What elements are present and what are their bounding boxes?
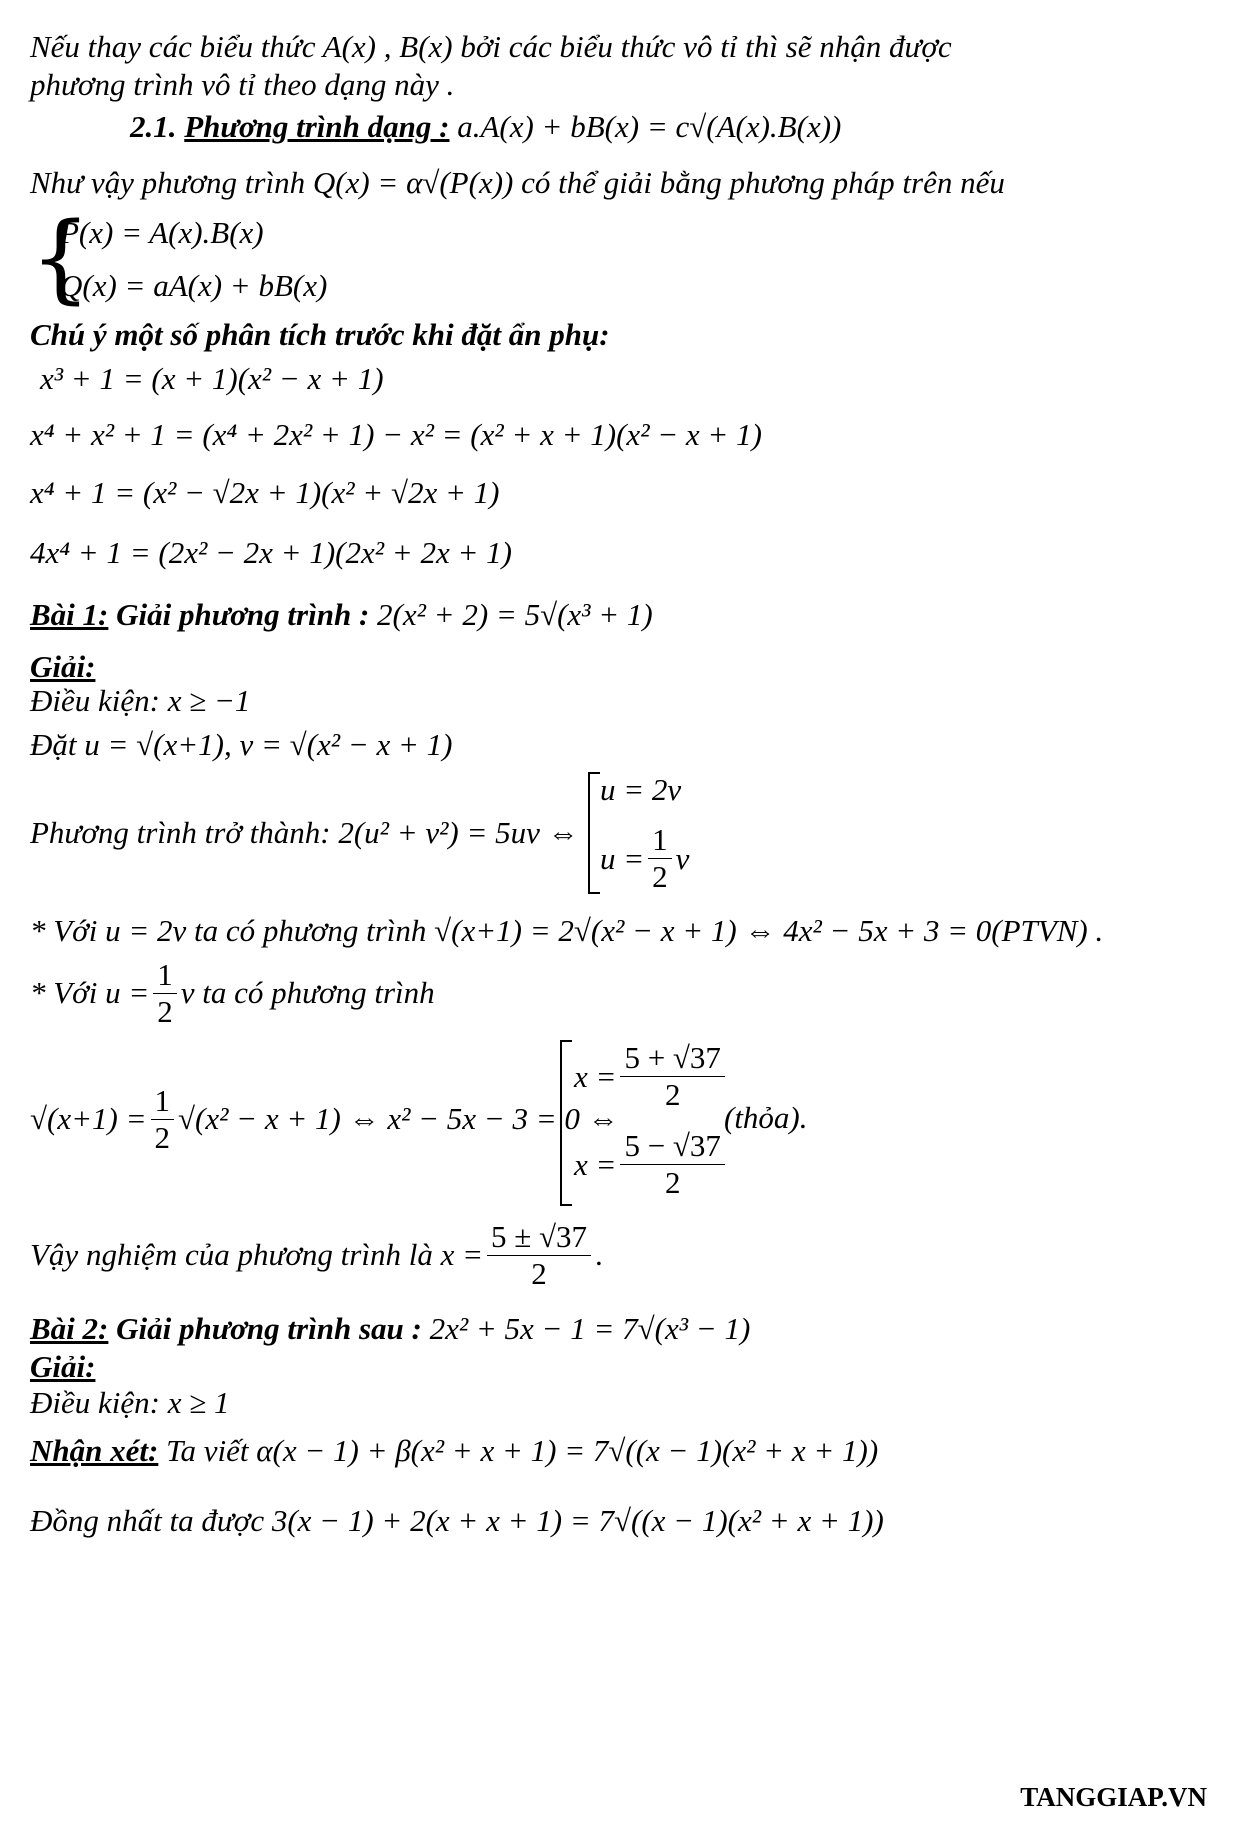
- section-title: Phương trình dạng :: [184, 109, 450, 144]
- roots-satisfy: (thỏa).: [724, 1100, 808, 1135]
- system-row-1: P(x) = A(x).B(x): [60, 215, 264, 250]
- dat-formula: u = √(x+1), v = √(x² − x + 1): [84, 727, 453, 762]
- root-1: [574, 1040, 729, 1113]
- with2-cond-lhs: u =: [105, 975, 150, 1010]
- bai2-equation: 2x² + 5x − 1 = 7√(x³ − 1): [429, 1311, 751, 1346]
- dat-label: Đặt: [30, 727, 77, 762]
- roots-bracket: [560, 1040, 572, 1206]
- bai2-heading: [30, 1310, 750, 1348]
- root2-num: 5 − √37: [620, 1128, 725, 1165]
- sol-lhs: √(x+1) =: [30, 1101, 147, 1136]
- remark-label: Nhận xét:: [30, 1433, 159, 1468]
- becomes-formula: 2(u² + v²) = 5uv ⇔: [338, 815, 579, 850]
- conclusion-num: 5 ± √37: [487, 1219, 591, 1256]
- sol-fraction: [151, 1083, 175, 1156]
- section-formula: a.A(x) + bB(x) = c√(A(x).B(x)): [457, 109, 842, 144]
- factorization-3: x⁴ + 1 = (x² − √2x + 1)(x² + √2x + 1): [30, 475, 500, 510]
- sol-num: 1: [151, 1083, 175, 1120]
- conclusion-den: 2: [531, 1255, 547, 1291]
- bai2-condition: [30, 1384, 230, 1422]
- factorization-4: 4x⁴ + 1 = (2x² − 2x + 1)(2x² + 2x + 1): [30, 535, 512, 570]
- with2-fraction: [153, 957, 177, 1030]
- intro-line-2: phương trình vô tỉ theo dạng này .: [30, 67, 455, 102]
- note-suffix: có thể giải bằng phương pháp trên nếu: [521, 165, 1005, 200]
- with2-prefix: * Với: [30, 975, 98, 1010]
- section-number: 2.1.: [130, 109, 177, 144]
- root2-fraction: [620, 1128, 725, 1201]
- root-2: [574, 1128, 729, 1201]
- with2-cond-rhs: v: [180, 975, 195, 1010]
- system-row-2: Q(x) = aA(x) + bB(x): [60, 268, 328, 303]
- bai1-label: Bài 1:: [30, 597, 109, 632]
- condition-label: Điều kiện:: [30, 683, 160, 718]
- case-b-num: 1: [648, 822, 672, 859]
- case-b-den: 2: [652, 859, 668, 894]
- with2-mid: ta có phương trình: [202, 975, 435, 1010]
- with1-prefix: * Với: [30, 913, 98, 948]
- root1-lhs: x =: [574, 1058, 617, 1094]
- bai1-conclusion: [30, 1218, 603, 1292]
- root1-fraction: [620, 1040, 725, 1113]
- remark-text: Ta viết: [166, 1433, 249, 1468]
- with2-num: 1: [153, 957, 177, 994]
- bai1-equation: 2(x² + 2) = 5√(x³ + 1): [377, 597, 653, 632]
- bai1-with-2: [30, 958, 435, 1028]
- note-prefix: Như vậy phương trình: [30, 165, 306, 200]
- remark-formula: α(x − 1) + β(x² + x + 1) = 7√((x − 1)(x² + x + 1)): [256, 1433, 879, 1468]
- identify-formula: 3(x − 1) + 2(x + x + 1) = 7√((x − 1)(x² + x + 1)): [271, 1503, 884, 1538]
- note-line: [30, 164, 1005, 202]
- case-b-fraction: [648, 822, 672, 895]
- bai1-giai: Giải:: [30, 649, 96, 684]
- root2-lhs: x =: [574, 1146, 617, 1182]
- identify-text: Đồng nhất ta được: [30, 1503, 265, 1538]
- footer-watermark: TANGGIAP.VN: [1020, 1782, 1207, 1812]
- root1-num: 5 + √37: [620, 1040, 725, 1077]
- conclusion-fraction: [487, 1219, 591, 1292]
- bai1-becomes: [30, 814, 579, 852]
- with1-cond: u = 2v: [105, 913, 187, 948]
- case-b-lhs: u =: [600, 840, 645, 876]
- case-b-rhs: v: [675, 840, 690, 876]
- bai2-label: Bài 2:: [30, 1311, 109, 1346]
- with1-equation: √(x+1) = 2√(x² − x + 1) ⇔ 4x² − 5x + 3 = 0(PTVN) .: [434, 913, 1104, 948]
- factor-heading: Chú ý một số phân tích trước khi đặt ẩn phụ:: [30, 317, 610, 352]
- case-b: [600, 822, 689, 895]
- case-a: u = 2v: [600, 772, 682, 807]
- with1-mid: ta có phương trình: [194, 913, 427, 948]
- bai2-condition-value: x ≥ 1: [167, 1385, 230, 1420]
- factorization-2: x⁴ + x² + 1 = (x⁴ + 2x² + 1) − x² = (x² + x + 1)(x² − x + 1): [30, 417, 762, 452]
- bai1-heading: [30, 596, 653, 634]
- becomes-label: Phương trình trở thành:: [30, 815, 331, 850]
- section-2-1-heading: [130, 108, 841, 146]
- with2-den: 2: [157, 993, 173, 1029]
- conclusion-lhs: x =: [440, 1237, 484, 1272]
- root2-den: 2: [664, 1165, 681, 1200]
- bai2-giai: Giải:: [30, 1349, 96, 1384]
- bai1-substitution: [30, 726, 453, 764]
- sol-mid: √(x² − x + 1) ⇔ x² − 5x − 3 = 0 ⇔: [178, 1101, 619, 1136]
- note-formula: Q(x) = α√(P(x)): [312, 165, 514, 200]
- conclusion-prefix: Vậy nghiệm của phương trình là: [30, 1237, 433, 1272]
- intro-line-1: Nếu thay các biểu thức A(x) , B(x) bởi các biểu thức vô tỉ thì sẽ nhận được: [30, 29, 952, 64]
- bai2-condition-label: Điều kiện:: [30, 1385, 160, 1420]
- condition-value: x ≥ −1: [167, 683, 251, 718]
- bai1-title: Giải phương trình :: [116, 597, 370, 632]
- factorization-1: x³ + 1 = (x + 1)(x² − x + 1): [40, 361, 384, 396]
- sol-den: 2: [154, 1119, 171, 1155]
- left-brace-glyph: {: [30, 202, 92, 314]
- root1-den: 2: [664, 1077, 681, 1112]
- case-bracket: [588, 772, 600, 894]
- conclusion-end: .: [595, 1237, 603, 1272]
- bai2-identify: [30, 1502, 884, 1540]
- bai1-with-1: [30, 912, 1103, 950]
- bai2-remark: [30, 1432, 878, 1470]
- bai2-title: Giải phương trình sau :: [116, 1311, 422, 1346]
- bai1-condition: [30, 682, 250, 720]
- bai1-solution: [30, 1082, 619, 1156]
